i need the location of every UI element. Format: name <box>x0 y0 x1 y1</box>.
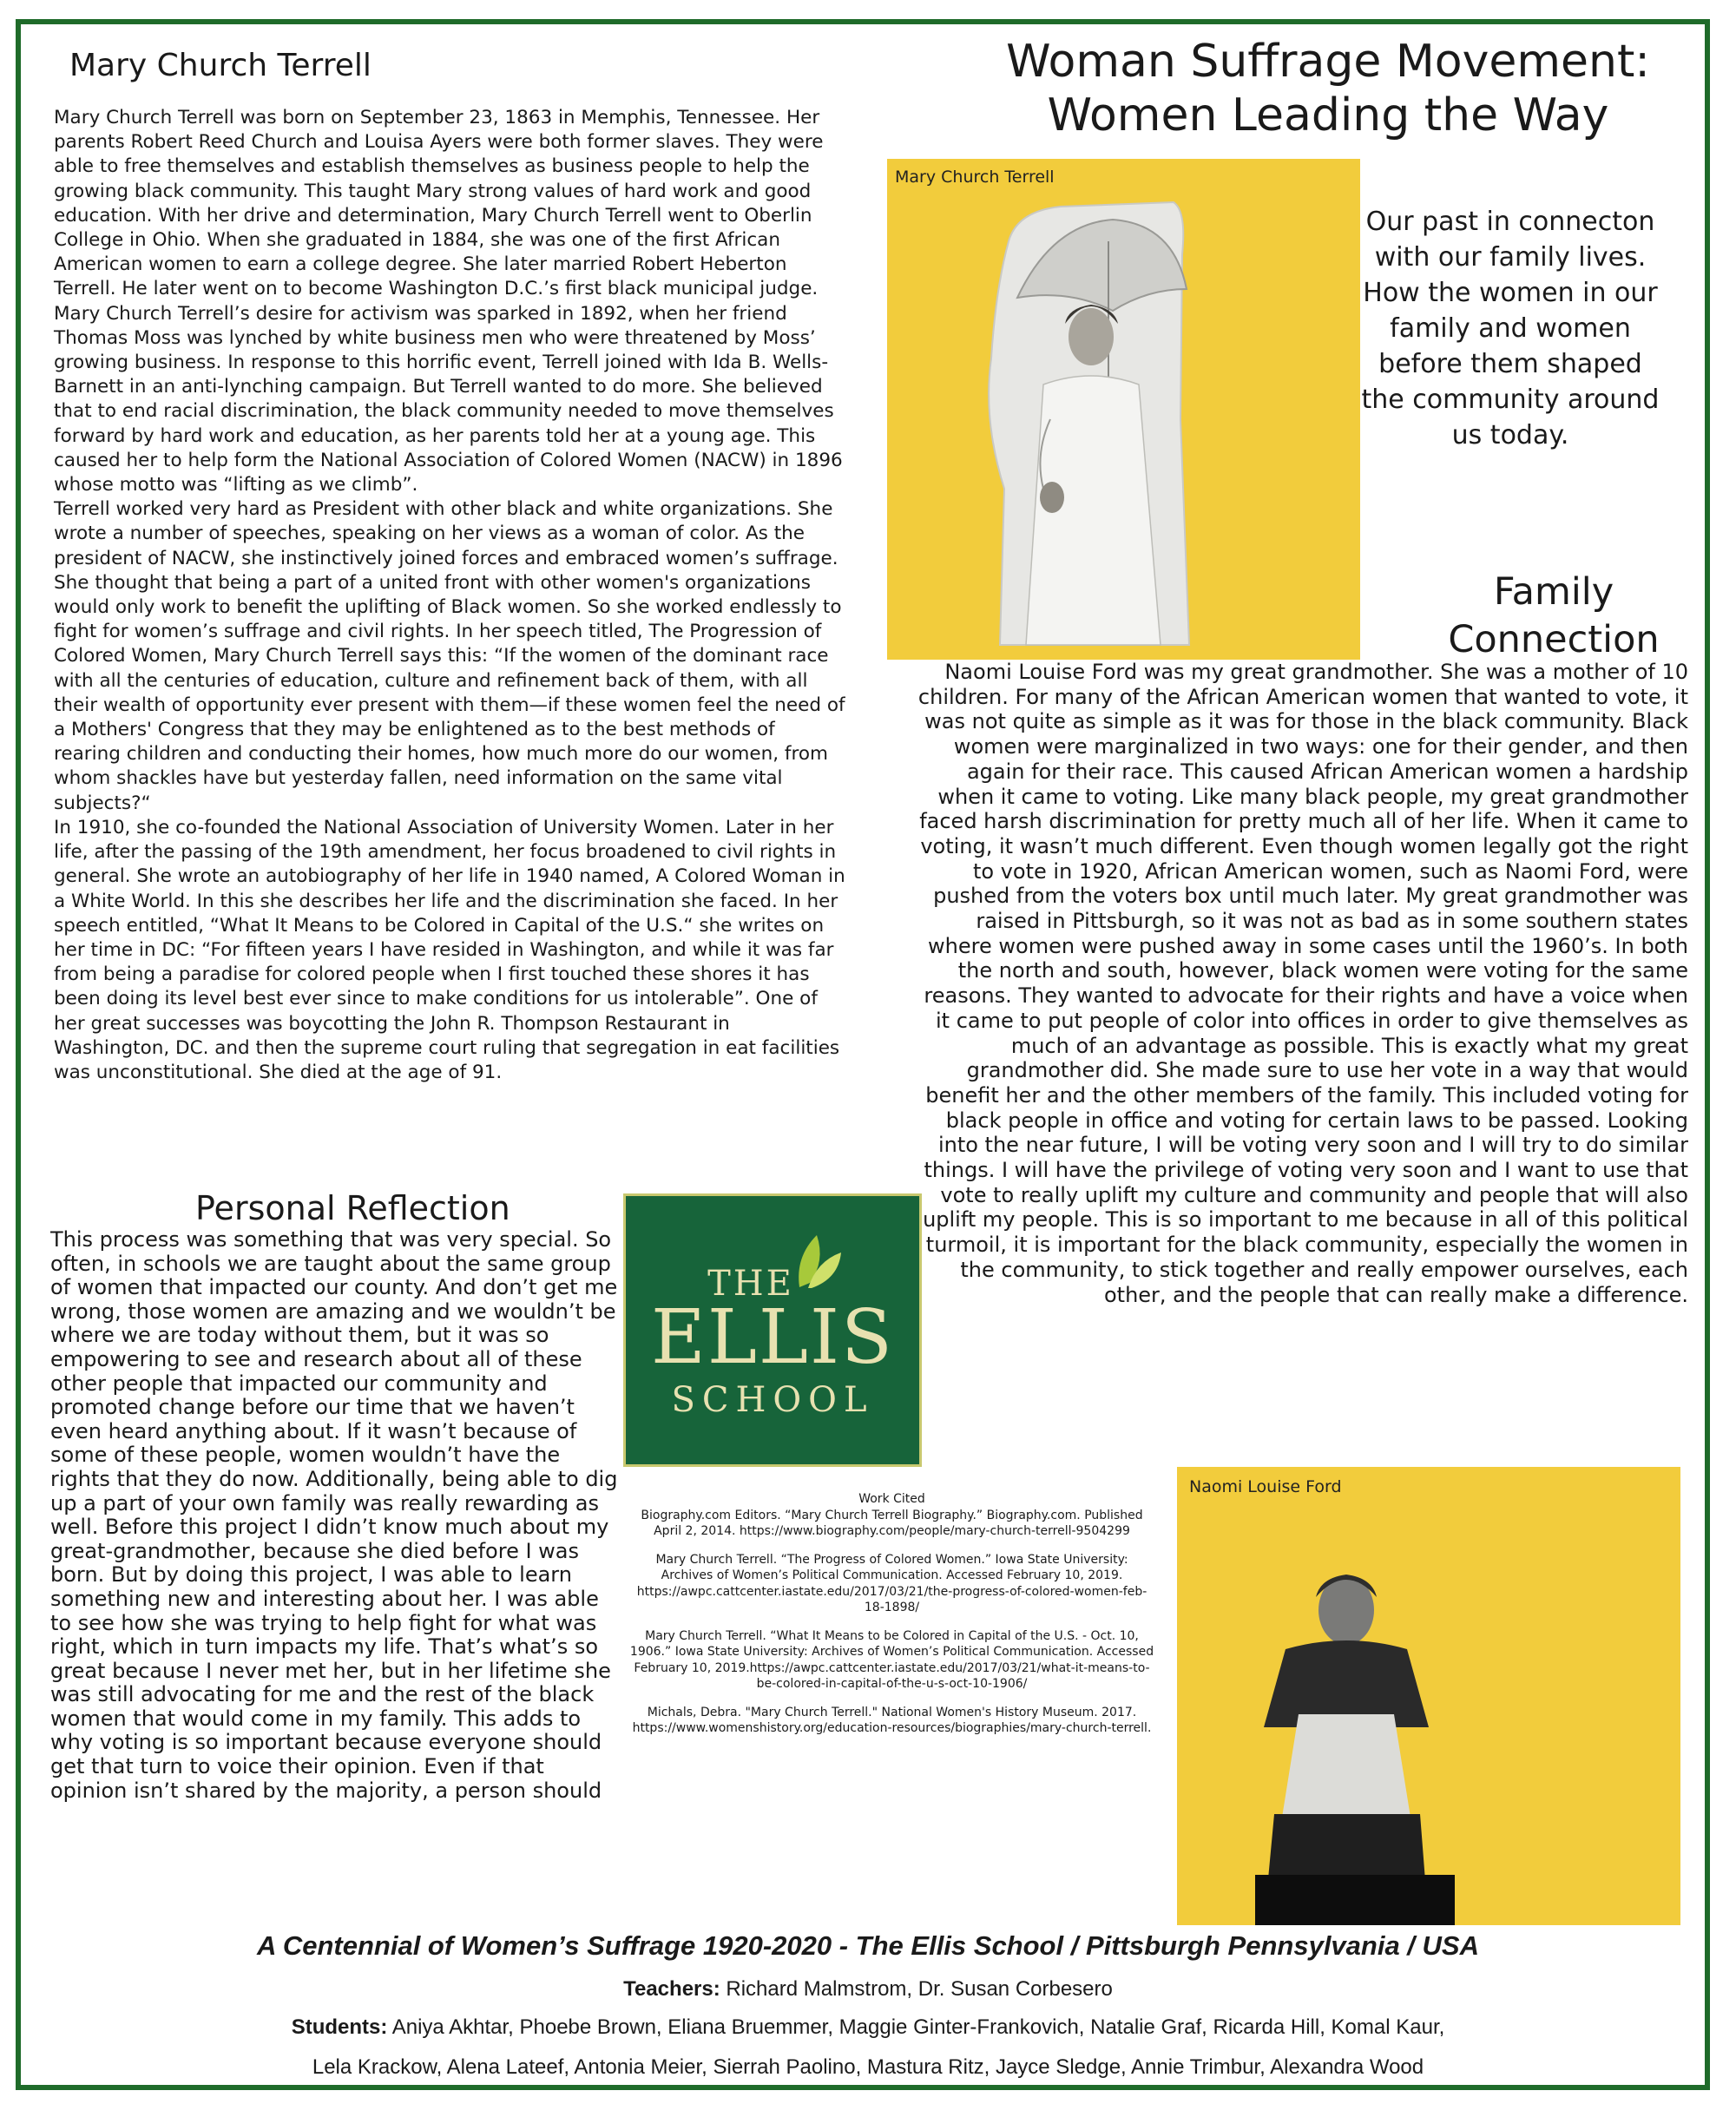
intro-text: Our past in connecton with our family lives. How the women in our family and women before them shaped the community around us today. <box>1361 207 1660 450</box>
students-names-1: Aniya Akhtar, Phoebe Brown, Eliana Bruemmer, Maggie Ginter-Frankovich, Natalie Graf, Ricarda Hill, Komal Kaur, <box>391 2015 1445 2039</box>
page-title-line-2: Women Leading the Way <box>1047 89 1609 141</box>
photo-caption: Mary Church Terrell <box>895 168 1055 187</box>
family-connection-heading: Family Connection <box>1448 570 1660 661</box>
family-connection-text: Naomi Louise Ford was my great grandmother. She was a mother of 10 children. For many of the African American women that wanted to vote, it was not quite as simple as it was for those in the black community. Black women were marginalized in two ways: one for their gender, and then again for their race. This caused African American women a hardship when it came to voting. Like many black people, my great grandmother faced harsh discrimination for pretty much all of her life. When it came to voting, it wasn’t much different. Even though women legally got the right to vote in 1920, African American women, such as Naomi Ford, were pushed from the voters box until much later. My great grandmother was raised in Pittsburgh, so it was not as bad as in some southern states where women were pushed away in some cases until the 1960’s. In both the north and south, however, black women were voting for the same reasons. They wanted to advocate for their rights and have a voice when it came to put people of color into offices in order to give themselves as much of an advantage as possible. This is exactly what my great grandmother did. She made sure to use her vote in a way that would benefit her and the other members of the family. This included voting for black people in office and voting for certain laws to be passed. Looking into the near future, I will be voting very soon and I will try to do similar things. I will have the privilege of voting very soon and I want to use that vote to really uplift my culture and community and people that will also uplift my people. This is so important to me because in all of this political turmoil, it is important for the black community, especially the women in the community, to stick together and really empower ourselves, each other, and the people that can really make a difference. <box>917 660 1688 1307</box>
teachers-line <box>0 1977 1736 2002</box>
mct-paragraph-1: Mary Church Terrell was born on September 23, 1863 in Memphis, Tennessee. Her parents Robert Reed Church and Louisa Ayers were both former slaves. They were able to free themselves and establish themselves as business people to help the growing black community. This taught Mary strong values of hard work and good education. With her drive and determination, Mary Church Terrell went to Oberlin College in Ohio. When she graduated in 1884, she was one of the first African American women to earn a college degree. She later married Robert Heberton Terrell. He later went on to become Washington D.C.’s first black municipal judge. <box>54 107 824 300</box>
logo-word-school: SCHOOL <box>671 1380 874 1420</box>
works-cited <box>629 1491 1154 1749</box>
naomi-louise-ford-photo <box>1177 1467 1680 1925</box>
page-title-line-1: Woman Suffrage Movement: <box>1006 36 1650 88</box>
students-label: Students: <box>291 2015 388 2039</box>
teachers-names: Richard Malmstrom, Dr. Susan Corbesero <box>726 1977 1113 2001</box>
mct-paragraph-2: Mary Church Terrell’s desire for activism was sparked in 1892, when her friend Thomas Moss was lynched by white business men who were threatened by Moss’ growing business. In response to this horrific event, Terrell joined with Ida B. Wells-Barnett in an anti-lynching campaign. But Terrell wanted to do more. She believed that to end racial discrimination, the black community needed to move themselves forward by hard work and education, as her parents told her at a young age. This caused her to help form the National Association of Colored Women (NACW) in 1896 whose motto was “lifting as we climb”. <box>54 302 843 496</box>
works-cited-heading: Work Cited <box>858 1492 925 1506</box>
works-cited-entry: Mary Church Terrell. “What It Means to be Colored in Capital of the U.S. - Oct. 10, 1906.” Iowa State University: Archives of Women’s Political Communication. Accessed February 10, 2019.https://awpc.cattcenter.iastate.edu/2017/03/21/what-it-means-to-be-colored-in-capital-of-the-u-s-oct-10-1906/ <box>629 1628 1154 1691</box>
portrait-figure-illustration <box>887 159 1360 660</box>
students-line-2: Lela Krackow, Alena Lateef, Antonia Meier, Sierrah Paolino, Mastura Ritz, Jayce Sledge, Annie Trimbur, Alexandra Wood <box>312 2055 1424 2079</box>
works-cited-entry: Mary Church Terrell. “The Progress of Colored Women.” Iowa State University: Archives of Women’s Political Communication. Accessed February 10, 2019. https://awpc.cattcenter.iastate.edu/2017/03/21/the-progress-of-colored-women-feb-18-1898/ <box>636 1552 1147 1614</box>
teachers-label: Teachers: <box>623 1977 720 2001</box>
portrait-figure-illustration <box>1177 1467 1680 1925</box>
mct-paragraph-4: In 1910, she co-founded the National Association of University Women. Later in her life, after the passing of the 19th amendment, her focus broadened to civil rights in general. She wrote an autobiography of her life in 1940 named, A Colored Woman in a White World. In this she describes her life and the discrimination she faced. In her speech entitled, “What It Means to be Colored in Capital of the U.S.“ she writes on her time in DC: “For fifteen years I have resided in Washington, and while it was far from being a paradise for colored people when I first touched these shores it has been doing its level best ever since to make conditions for us intolerable”. One of her great successes was boycotting the John R. Thompson Restaurant in Washington, DC. and then the supreme court ruling that segregation in eat facilities was unconstitutional. She died at the age of 91. <box>54 816 845 1083</box>
works-cited-entry: Michals, Debra. "Mary Church Terrell." National Women's History Museum. 2017. https://www.womenshistory.org/education-resources/biographies/mary-church-terrell. <box>632 1705 1152 1735</box>
ellis-school-logo <box>623 1193 922 1467</box>
logo-word-the: THE <box>707 1264 794 1304</box>
works-cited-entry: Biography.com Editors. “Mary Church Terrell Biography.” Biography.com. Published April 2, 2014. https://www.biography.com/people/mary-church-terrell-9504299 <box>641 1508 1143 1538</box>
mary-church-terrell-photo <box>887 159 1360 660</box>
logo-word-ellis: ELLIS <box>651 1294 894 1381</box>
footer-title: A Centennial of Women’s Suffrage 1920-2020 - The Ellis School / Pittsburgh Pennsylvania / USA <box>257 1930 1479 1961</box>
photo-caption: Naomi Louise Ford <box>1189 1477 1342 1496</box>
personal-reflection-text: This process was something that was very special. So often, in schools we are taught about the same group of women that impacted our county. And don’t get me wrong, those women are amazing and we wouldn’t be where we are today without them, but it was so empowering to see and research about all of these other people that impacted our community and promoted change before our time that we haven’t even heard anything about. If it wasn’t because of some of these people, women wouldn’t have the rights that they do now. Additionally, being able to dig up a part of your own family was really rewarding as well. Before this project I didn’t know much about my great-grandmother, because she died before I was born. But by doing this project, I was able to learn something new and interesting about her. I was able to see how she was trying to help fight for what was right, which in turn impacts my life. That’s what’s so great because I never met her, but in her lifetime she was still advocating for me and the rest of the black women that would come in my family. This adds to why voting is so important because everyone should get that turn to voice their opinion. Even if that opinion isn’t shared by the majority, a person should <box>50 1228 618 1803</box>
mct-paragraph-3: Terrell worked very hard as President with other black and white organizations. She wrote a number of speeches, speaking on her views as a woman of color. As the president of NACW, she instinctively joined forces and embraced women’s suffrage. She thought that being a part of a united front with other women's organizations would only work to benefit the uplifting of Black women. So she worked endlessly to fight for women’s suffrage and civil rights. In her speech titled, The Progression of Colored Women, Mary Church Terrell says this: “If the women of the dominant race with all the centuries of education, culture and refinement back of them, with all their wealth of opportunity ever present with them—if these women feel the need of a Mothers' Congress that they may be enlightened as to the best methods of rearing children and conducting their homes, how much more do our women, from whom shackles have but yesterday fallen, need information on the same vital subjects?“ <box>54 498 845 814</box>
mct-heading: Mary Church Terrell <box>69 48 372 83</box>
personal-reflection-heading: Personal Reflection <box>195 1189 510 1227</box>
students-line-1 <box>0 2015 1736 2040</box>
page-title <box>903 35 1736 142</box>
mct-biography <box>54 106 845 1085</box>
